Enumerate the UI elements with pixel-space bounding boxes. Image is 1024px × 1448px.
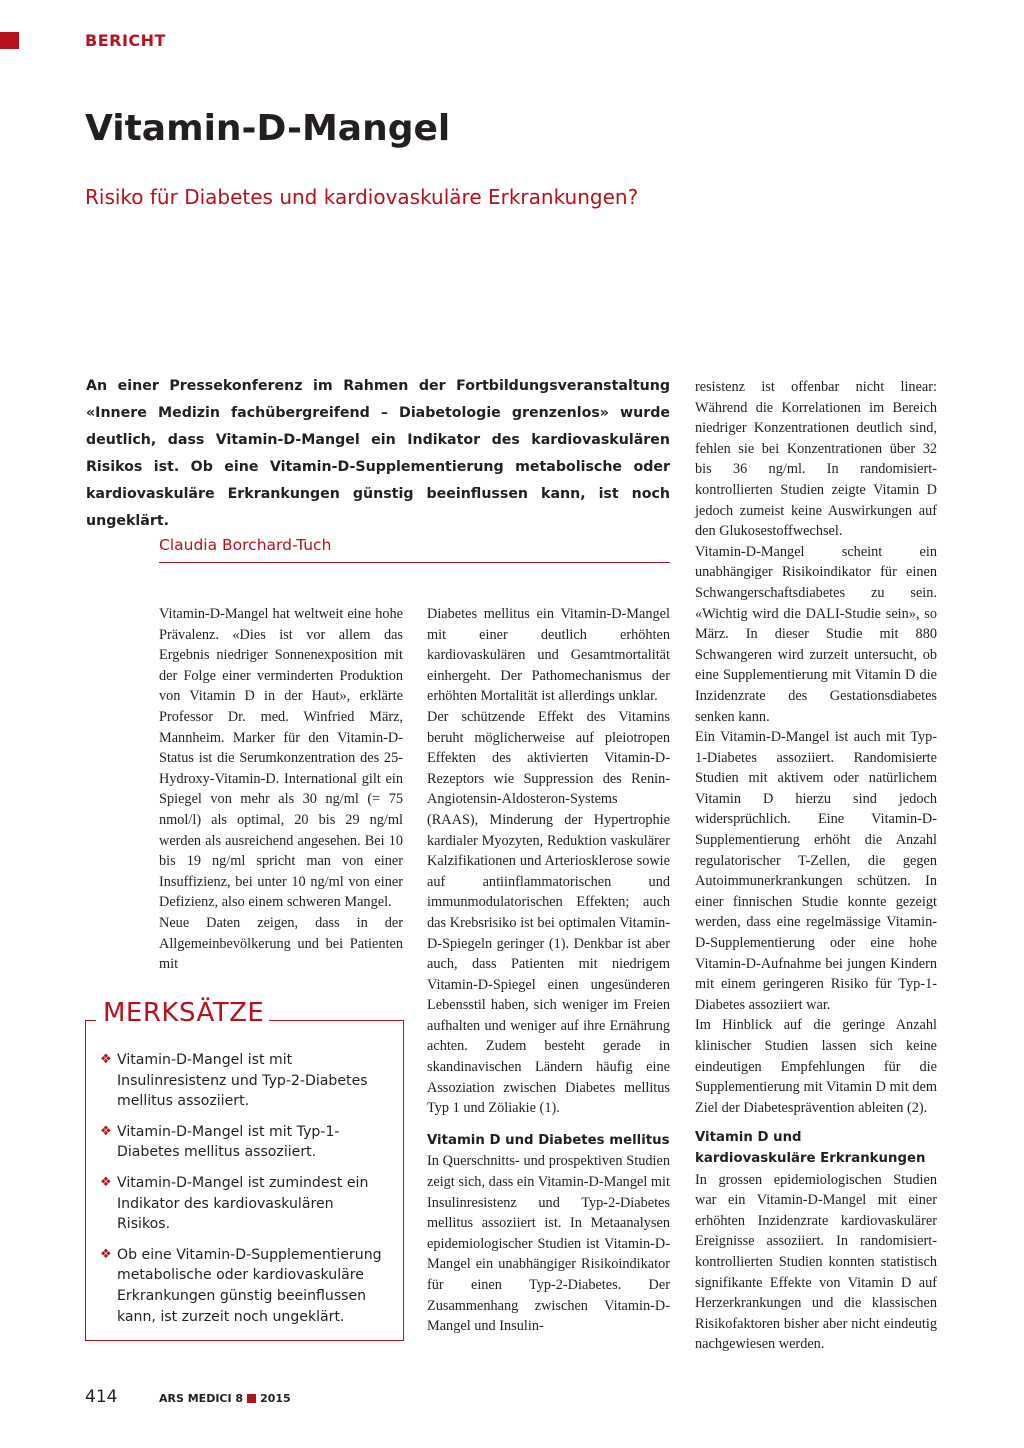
paragraph: Vitamin-D-Mangel hat weltweit eine hohe Prävalenz. «Dies ist vor allem das Ergebnis niedriger Sonnenexposition mit der Folge einer verminderten Produktion von Vitamin D in der Haut», erklärte Professor Dr. med. Winfried März, Mannheim. Marker für den Vitamin-D-Status ist die Serumkonzentration des 25-Hydroxy-Vitamin-D. International gilt ein Spiegel von mehr als 30 ng/ml (= 75 nmol/l) als optimal, 20 bis 29 ng/ml werden als ausreichend angesehen. Bei 10 bis 19 ng/ml spricht man von einer Insuffizienz, bei unter 10 ng/ml von einer Defizienz, also einem schweren Mangel.: [159, 606, 403, 911]
diamond-bullet-icon: ❖: [100, 1123, 112, 1139]
merksaetze-border: [269, 1020, 403, 1021]
paragraph: Ein Vitamin-D-Mangel ist auch mit Typ-1-Diabetes assoziiert. Randomisierte Studien mit aktivem oder natürlichem Vitamin D hierzu sind jedoch widersprüchlich. Eine Vitamin-D-Supplementierung erhöht die Anzahl regulatorischer T-Zellen, die gegen Autoimmunerkrankungen schützen. In einer finnischen Studie konnte gezeigt werden, dass eine regelmässige Vitamin-D-Supplementierung oder eine hohe Vitamin-D-Aufnahme bei jungen Kindern mit einem geringeren Risiko für Typ-1-Diabetes assoziiert war.: [695, 729, 937, 1013]
list-item-text: Vitamin-D-Mangel ist mit Insulinresistenz und Typ-2-Diabetes mellitus assoziiert.: [117, 1052, 368, 1110]
paragraph: resistenz ist offenbar nicht linear: Während die Korrelationen im Bereich niedriger Konzentrationen deutlich sind, fehlen sie bei Konzentrationen über 32 bis 36 ng/ml. In randomisiert-kontrollierten Studien zeigte Vitamin D jedoch zumeist keine Auswirkungen auf den Glukosestoffwechsel.: [695, 379, 937, 540]
list-item-text: Ob eine Vitamin-D-Supplementierung metabolische oder kardiovaskuläre Erkrankungen günstig beeinflussen kann, ist zurzeit noch ungeklärt.: [117, 1246, 382, 1325]
paragraph: Diabetes mellitus ein Vitamin-D-Mangel mit einer deutlich erhöhten kardiovaskulären und Gesamtmortalität einhergeht. Der Pathomechanismus der erhöhten Mortalität ist allerdings unklar.: [427, 606, 670, 705]
square-icon: [247, 1394, 256, 1403]
article-subtitle: Risiko für Diabetes und kardiovaskuläre Erkrankungen?: [85, 185, 639, 209]
list-item-text: Vitamin-D-Mangel ist zumindest ein Indikator des kardiovaskulären Risikos.: [117, 1174, 369, 1233]
merksaetze-border: [85, 1020, 96, 1021]
lead-paragraph: An einer Pressekonferenz im Rahmen der Fortbildungsveranstaltung «Innere Medizin fachübergreifend – Diabetologie grenzenlos» wurde deutlich, dass Vitamin-D-Mangel ein Indikator des kardiovaskulären Risikos ist. Ob eine Vitamin-D-Supplementierung metabolische oder kardiovaskuläre Erkrankungen günstig beeinflussen kann, ist noch ungeklärt.: [86, 378, 670, 529]
body-column-left: [159, 604, 403, 975]
paragraph: Vitamin-D-Mangel scheint ein unabhängiger Risikoindikator für einen Schwangerschaftsdiabetes zu sein. «Wichtig wird die DALI-Studie sein», so März. In dieser Studie mit 880 Schwangeren wird zurzeit untersucht, ob eine Supplementierung mit Vitamin D die Inzidenzrate des Gestationsdiabetes senken kann.: [695, 543, 937, 725]
author-name: Claudia Borchard-Tuch: [159, 536, 332, 554]
subheading: Vitamin D und: [695, 1130, 802, 1146]
section-marker: [0, 32, 19, 49]
merksaetze-title: MERKSÄTZE: [103, 998, 265, 1028]
paragraph: In grossen epidemiologischen Studien war ein Vitamin-D-Mangel mit einer erhöhten Inzidenzrate kardiovaskulärer Ereignisse assoziiert. In randomisiert-kontrollierten Studien konnten statistisch signifikante Effekte von Vitamin D auf Herzerkrankungen und die klassischen Risikofaktoren bisher aber nicht eindeutig nachgewiesen werden.: [695, 1171, 937, 1353]
subheading: kardiovaskuläre Erkrankungen: [695, 1150, 926, 1166]
journal-info: [159, 1392, 291, 1405]
subheading: Vitamin D und Diabetes mellitus: [427, 1132, 670, 1148]
diamond-bullet-icon: ❖: [100, 1052, 112, 1067]
section-label: BERICHT: [85, 31, 166, 50]
body-column-right: [695, 377, 937, 1355]
diamond-bullet-icon: ❖: [100, 1246, 112, 1262]
page-number: 414: [85, 1387, 118, 1407]
list-item: [100, 1050, 390, 1112]
paragraph-spacer: [695, 1118, 937, 1128]
author-divider: [159, 562, 670, 563]
journal-name: ARS MEDICI 8: [159, 1392, 244, 1405]
list-item: [100, 1245, 390, 1327]
paragraph: In Querschnitts- und prospektiven Studien zeigt sich, dass ein Vitamin-D-Mangel mit Insulinresistenz und Typ-2-Diabetes mellitus assoziiert ist. In Metaanalysen epidemiologischer Studien ist Vitamin-D-Mangel ein unabhängiger Risikoindikator für einen Typ-2-Diabetes. Der Zusammenhang zwischen Vitamin-D-Mangel und Insulin-: [427, 1153, 670, 1335]
paragraph: Im Hinblick auf die geringe Anzahl klinischer Studien lassen sich keine eindeutigen Empfehlungen für die Supplementierung mit Vitamin D mit dem Ziel der Diabetesprävention ableiten (2).: [695, 1017, 937, 1116]
paragraph-spacer: [427, 1119, 670, 1131]
merksaetze-list: [100, 1050, 390, 1337]
list-item: [100, 1173, 390, 1235]
diamond-bullet-icon: ❖: [100, 1174, 112, 1190]
paragraph: Neue Daten zeigen, dass in der Allgemeinbevölkerung und bei Patienten mit: [159, 914, 403, 973]
article-title: Vitamin-D-Mangel: [85, 108, 451, 149]
paragraph: Der schützende Effekt des Vitamins beruht möglicherweise auf pleiotropen Effekten des aktivierten Vitamin-D-Rezeptors wie Suppression des Renin-Angiotensin-Aldosteron-Systems (RAAS), Minderung der Hypertrophie kardialer Myozyten, Reduktion vaskulärer Kalzifikationen und Arteriosklerose sowie auf antiinflammatorischen und immunmodulatorischen Effekten; auch das Krebsrisiko ist bei optimalen Vitamin-D-Spiegeln geringer (1). Denkbar ist aber auch, dass Patienten mit niedrigem Vitamin-D-Spiegel einen ungesünderen Lebensstil haben, sich weniger im Freien aufhalten und weniger auf ihre Ernährung achten. Zudem besteht gerade in skandinavischen Ländern häufig eine Assoziation zwischen Diabetes mellitus Typ 1 und Zöliakie (1).: [427, 708, 670, 1117]
journal-year: 2015: [260, 1392, 291, 1405]
list-item-text: Vitamin-D-Mangel ist mit Typ-1-Diabetes mellitus assoziiert.: [117, 1123, 340, 1161]
body-column-middle: [427, 604, 670, 1337]
list-item: [100, 1122, 390, 1163]
